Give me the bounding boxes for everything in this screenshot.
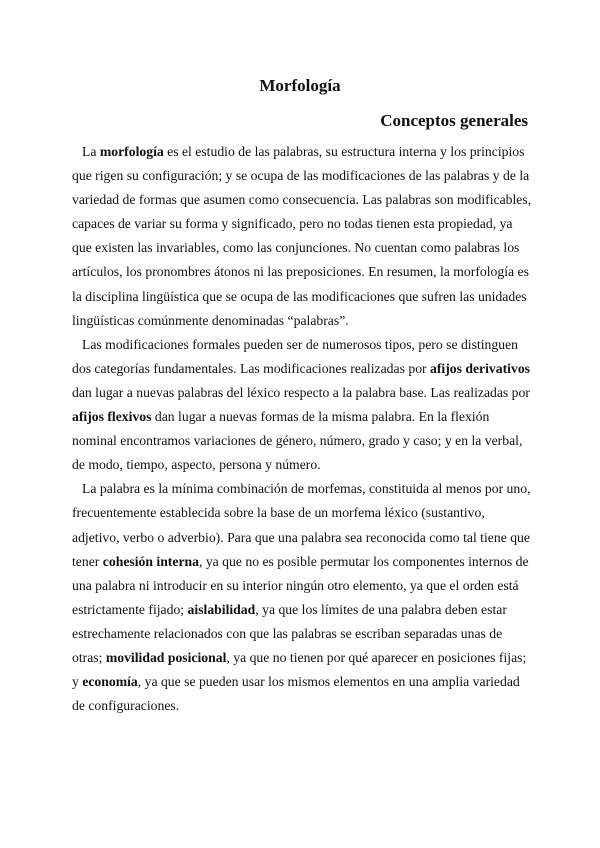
text-segment: dan lugar a nuevas palabras del léxico respecto a la palabra base. Las realizadas por	[72, 384, 530, 400]
bold-term-afijos-derivativos: afijos derivativos	[430, 360, 530, 376]
paragraph-modificaciones	[72, 333, 532, 478]
text-segment: dan lugar a nuevas formas de la misma palabra. En la flexión nominal encontramos variaciones de género, número, grado y caso; y en la verbal, de modo, tiempo, aspecto, persona y número.	[72, 409, 523, 473]
document-title: Morfología	[259, 76, 341, 95]
paragraph-palabra	[72, 477, 532, 718]
text-segment: Las modificaciones formales pueden ser de numerosos tipos, pero se distinguen dos categorías fundamentales. Las modificaciones realizadas por	[72, 336, 518, 376]
text-segment: , ya que los límites de una palabra deben estar estrechamente relacionados con que las palabras se escriban separadas unas de otras;	[72, 601, 507, 665]
document-body	[72, 140, 532, 718]
bold-term-economia: economía	[82, 674, 138, 690]
text-segment: , ya que se pueden usar los mismos elementos en una amplia variedad de configuraciones.	[72, 674, 520, 714]
text-segment: , ya que no es posible permutar los componentes internos de una palabra ni introducir en su interior ningún otro elemento, ya que el orden está estrictamente fijado;	[72, 553, 529, 617]
bold-term-afijos-flexivos: afijos flexivos	[72, 409, 152, 425]
bold-term-movilidad-posicional: movilidad posicional	[105, 649, 227, 665]
paragraph-morfologia	[72, 140, 532, 333]
text-segment: La palabra es la mínima combinación de morfemas, constituida al menos por uno, frecuentemente establecida sobre la base de un morfema léxico (sustantivo, adjetivo, verbo o adverbio). Para que una palabra sea reconocida como tal tiene que tener	[72, 481, 531, 569]
text-segment: es el estudio de las palabras, su estructura interna y los principios que rigen su configuración; y se ocupa de las modificaciones de las palabras y de la variedad de formas que asumen como consecuencia. Las palabras son modificables, capaces de variar su forma y significado, pero no todas tienen esta propiedad, ya que existen las invariables, como las conjunciones. No cuentan como palabras los artículos, los pronombres átonos ni las preposiciones. En resumen, la morfología es la disciplina lingüística que se ocupa de las modificaciones que sufren las unidades lingüísticas comúnmente denominadas “palabras”.	[72, 144, 532, 328]
bold-term-morfologia: morfología	[99, 144, 164, 159]
bold-term-aislabilidad: aislabilidad	[187, 601, 256, 617]
text-segment: , ya que no tienen por qué aparecer en posiciones fijas; y	[72, 649, 527, 690]
bold-term-cohesion-interna: cohesión interna	[102, 553, 199, 569]
text-segment: La	[82, 144, 100, 159]
document-subtitle: Conceptos generales	[380, 111, 528, 130]
